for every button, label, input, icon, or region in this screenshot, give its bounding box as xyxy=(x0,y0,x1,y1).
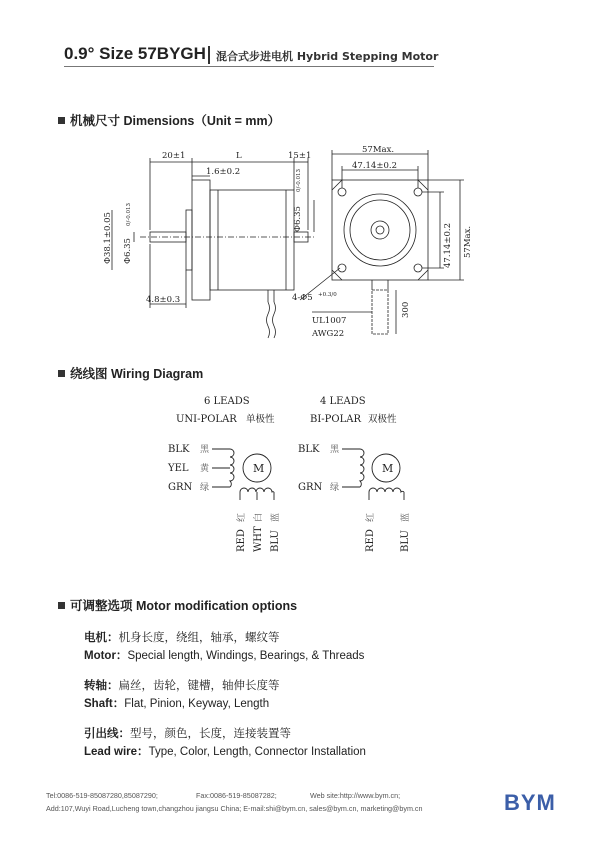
dim-shaft-dia-front: Φ6.35 xyxy=(123,238,133,264)
six-lead-3: GRN xyxy=(168,482,193,493)
dim-hole-pitch: 47.14±0.2 xyxy=(352,161,397,171)
six-bottom-1: RED xyxy=(236,529,247,552)
dim-width-max: 57Max. xyxy=(362,145,395,155)
six-bottom-1-cn: 红 xyxy=(237,512,247,522)
dimensions-drawing xyxy=(100,140,480,350)
dimensions-heading xyxy=(58,111,280,129)
six-lead-1-cn: 黑 xyxy=(200,445,210,455)
bullet-icon xyxy=(58,370,65,377)
dim-ul: UL1007 xyxy=(312,316,347,326)
footer-address: Add:107,Wuyi Road,Lucheng town,changzhou jiangsu China; E-mail:shi@bym.cn, sales@bym.cn, marketing@bym.cn xyxy=(46,804,423,813)
title-separator xyxy=(208,46,210,64)
six-bottom-2-cn: 白 xyxy=(254,512,264,522)
wiring-diagram xyxy=(160,390,430,560)
motor-flange-side xyxy=(192,180,210,300)
wiring-heading-text: 绕线图 Wiring Diagram xyxy=(70,367,204,381)
four-lead-1-cn: 黑 xyxy=(330,445,340,455)
footer-tel: Tel:0086-519-85087280,85087290; xyxy=(46,791,158,800)
option-cn-label: 电机： xyxy=(84,632,119,644)
four-lead-2-cn: 绿 xyxy=(330,483,340,493)
option-en-text: Type, Color, Length, Connector Installation xyxy=(148,746,366,758)
dim-body-len: L xyxy=(236,151,242,161)
option-en-label: Lead wire： xyxy=(84,746,149,758)
dim-flat-len: 4.8±0.3 xyxy=(146,295,181,305)
six-leads-mode-cn: 单极性 xyxy=(246,414,275,425)
option-en-label: Motor： xyxy=(84,650,128,662)
six-coil-b xyxy=(240,488,274,492)
dim-holes: 4-Φ5 xyxy=(292,293,313,303)
dimensions-heading-text: 机械尺寸 Dimensions（Unit = mm） xyxy=(70,114,281,128)
dim-rear-ext: 15±1 xyxy=(288,151,312,161)
dim-flange-thk: 1.6±0.2 xyxy=(206,167,241,177)
bym-logo: BYM xyxy=(504,790,556,815)
option-en-label: Shaft： xyxy=(84,698,125,710)
four-coil-a xyxy=(360,449,364,487)
six-lead-3-cn: 绿 xyxy=(200,483,210,493)
options-heading xyxy=(58,596,297,614)
option-en-text: Special length, Windings, Bearings, & Threads xyxy=(127,650,365,662)
six-coil-a xyxy=(230,449,234,487)
four-bottom-2: BLU xyxy=(400,530,411,552)
six-bottom-3: BLU xyxy=(270,530,281,552)
option-cn-text: 机身长度，绕组，轴承，螺纹等 xyxy=(118,632,280,644)
option-cn-text: 型号，颜色，长度，连接装置等 xyxy=(130,728,291,740)
options-heading-text: 可调整选项 Motor modification options xyxy=(70,599,298,613)
six-lead-2-cn: 黄 xyxy=(200,464,210,474)
dim-lead-len: 300 xyxy=(401,301,411,318)
dim-awg: AWG22 xyxy=(312,329,345,339)
motor-front-view xyxy=(332,180,428,280)
option-cn-label: 转轴： xyxy=(84,680,119,692)
mount-hole xyxy=(338,188,346,196)
four-lead-2: GRN xyxy=(298,482,323,493)
bullet-icon xyxy=(58,117,65,124)
dim-shaft-dia-front-tol: 0/-0.013 xyxy=(126,203,132,226)
option-lead-wire xyxy=(84,722,366,758)
six-bottom-2: WHT xyxy=(253,526,264,552)
dim-shaft-dia-rear-tol: 0/-0.013 xyxy=(296,169,302,192)
dim-hole-pitch-v: 47.14±0.2 xyxy=(443,223,453,268)
six-motor-label: M xyxy=(253,462,265,475)
four-leads-title: 4 LEADS xyxy=(320,396,366,407)
four-bottom-2-cn: 蓝 xyxy=(401,512,411,522)
page-subtitle: 混合式步进电机 Hybrid Stepping Motor xyxy=(216,50,439,63)
motor-body-side xyxy=(210,190,294,290)
four-lead-1: BLK xyxy=(298,444,320,455)
option-motor xyxy=(84,626,364,662)
dim-shaft-ext: 20±1 xyxy=(162,151,186,161)
dim-height-max: 57Max. xyxy=(463,225,473,258)
footer-web: Web site:http://www.bym.cn; xyxy=(310,791,401,800)
dim-holes-tol: +0.3/0 xyxy=(318,292,337,298)
option-cn-text: 扁丝，齿轮，键槽，轴伸长度等 xyxy=(118,680,280,692)
option-shaft xyxy=(84,674,280,710)
six-leads-mode: UNI-POLAR xyxy=(176,414,237,425)
six-bottom-3-cn: 蓝 xyxy=(271,512,281,522)
four-motor-label: M xyxy=(382,462,394,475)
option-en-text: Flat, Pinion, Keyway, Length xyxy=(124,698,270,710)
four-leads-mode: BI-POLAR xyxy=(310,414,361,425)
dim-pilot-dia: Φ38.1±0.05 xyxy=(103,212,113,264)
four-leads-mode-cn: 双极性 xyxy=(368,414,397,425)
four-coil-b xyxy=(369,488,404,492)
six-lead-2: YEL xyxy=(168,463,189,474)
four-bottom-1-cn: 红 xyxy=(366,512,376,522)
pilot-circle xyxy=(344,194,416,266)
wiring-heading xyxy=(58,364,203,382)
footer-fax: Fax:0086-519-85087282; xyxy=(196,791,277,800)
option-cn-label: 引出线： xyxy=(84,728,130,740)
title-rule xyxy=(64,66,434,67)
six-leads-title: 6 LEADS xyxy=(204,396,250,407)
four-bottom-1: RED xyxy=(365,529,376,552)
six-lead-1: BLK xyxy=(168,444,190,455)
bullet-icon xyxy=(58,602,65,609)
dim-shaft-dia-rear: Φ6.35 xyxy=(293,206,303,232)
page-title: 0.9° Size 57BYGH xyxy=(64,44,206,63)
